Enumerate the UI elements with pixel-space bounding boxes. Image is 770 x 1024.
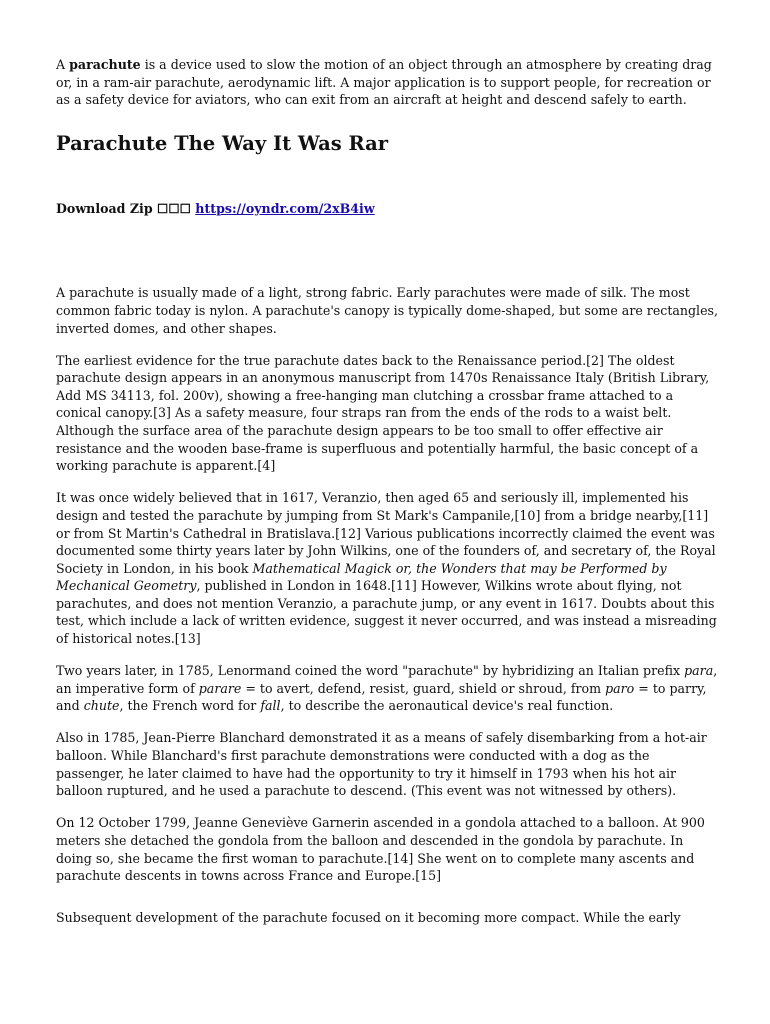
paragraph-earliest-evidence: The earliest evidence for the true parachute dates back to the Renaissance period.[2] The oldest parachute design appears in an anonymous manuscript from 1470s Renaissance Italy (British Library, Add MS 34113, fol. 200v), showing a free-hanging man clutching a crossbar frame attached to a conical canopy.[3] As a safety measure, four straps ran from the ends of the rods to a waist belt. Although the surface area of the parachute design appears to be too small to offer effective air resistance and the wooden base-frame is superfluous and potentially harmful, the basic concept of a working parachute is apparent.[4] [56,352,710,474]
book-title: Mathematical Magick or, the Wonders that may be Performed by Mechanical Geometry [56,560,667,594]
paragraph-subsequent-development: Subsequent development of the parachute focused on it becoming more compact. While the early [56,909,681,925]
document-content [56,56,718,941]
page-title: Parachute The Way It Was Rar [56,131,389,155]
download-line [56,200,718,218]
paragraph-veranzio [56,489,718,647]
download-link[interactable]: https://oyndr.com/2xB4iw [195,200,375,216]
etymology-text-e: , the French word for [119,698,261,714]
etymology-text-b: , an imperative form of [56,663,718,696]
etymology-text-f: , to describe the aeronautical device's real function. [280,698,614,714]
etymology-text-a: Two years later, in 1785, Lenormand coined the word "parachute" by hybridizing an Italian prefix [56,663,685,679]
intro-text: is a device used to slow the motion of an object through an atmosphere by creating drag or, in a ram-air parachute, aerodynamic lift. A major application is to support people, for recreation or as a safety device for aviators, who can exit from an aircraft at height and descend safely to earth. [56,57,712,108]
intro-article: A [56,57,70,72]
term-chute: chute [83,698,120,714]
intro-paragraph [56,56,718,109]
paragraph-blanchard: Also in 1785, Jean-Pierre Blanchard demonstrated it as a means of safely disembarking from a hot-air balloon. While Blanchard's first parachute demonstrations were conducted with a dog as the passenger, he later claimed to have had the opportunity to try it himself in 1793 when his hot air balloon ruptured, and he used a parachute to descend. (This event was not witnessed by others). [56,730,707,799]
download-arrow-icon: ☐☐☐ [157,200,191,216]
term-fall: fall [260,698,281,714]
download-label: Download Zip [56,200,153,216]
paragraph-veranzio-text-a: It was once widely believed that in 1617, Veranzio, then aged 65 and seriously ill, implemented his design and tested the parachute by jumping from St Mark's Campanile,[10] from a bridge nearby,[11] or from St Martin's Cathedral in Bratislava.[12] Various publications incorrectly claimed the event was documented some thirty years later by John Wilkins, one of the founders of, and secretary of, the Royal Society in London, in his book [56,490,716,576]
term-paro: paro [605,680,635,696]
etymology-text-d: = to parry, and [56,680,707,714]
term-parare: parare [198,680,242,696]
paragraph-fabric: A parachute is usually made of a light, strong fabric. Early parachutes were made of silk. The most common fabric today is nylon. A parachute's canopy is typically dome-shaped, but some are rectangles, inverted domes, and other shapes. [56,285,719,336]
paragraph-veranzio-text-b: , published in London in 1648.[11] However, Wilkins wrote about flying, not parachutes, and does not mention Veranzio, a parachute jump, or any event in 1617. Doubts about this test, which include a lack of written evidence, suggest it never occurred, and was instead a misreading of historical notes.[13] [56,578,717,647]
term-para: para [684,663,714,679]
intro-term: parachute [69,57,141,72]
paragraph-etymology [56,662,718,715]
etymology-text-c: = to avert, defend, resist, guard, shield or shroud, from [241,680,606,696]
paragraph-garnerin: On 12 October 1799, Jeanne Geneviève Garnerin ascended in a gondola attached to a balloon. At 900 meters she detached the gondola from the balloon and descended in the gondola by parachute. In doing so, she became the first woman to parachute.[14] She went on to complete many ascents and parachute descents in towns across France and Europe.[15] [56,815,705,884]
